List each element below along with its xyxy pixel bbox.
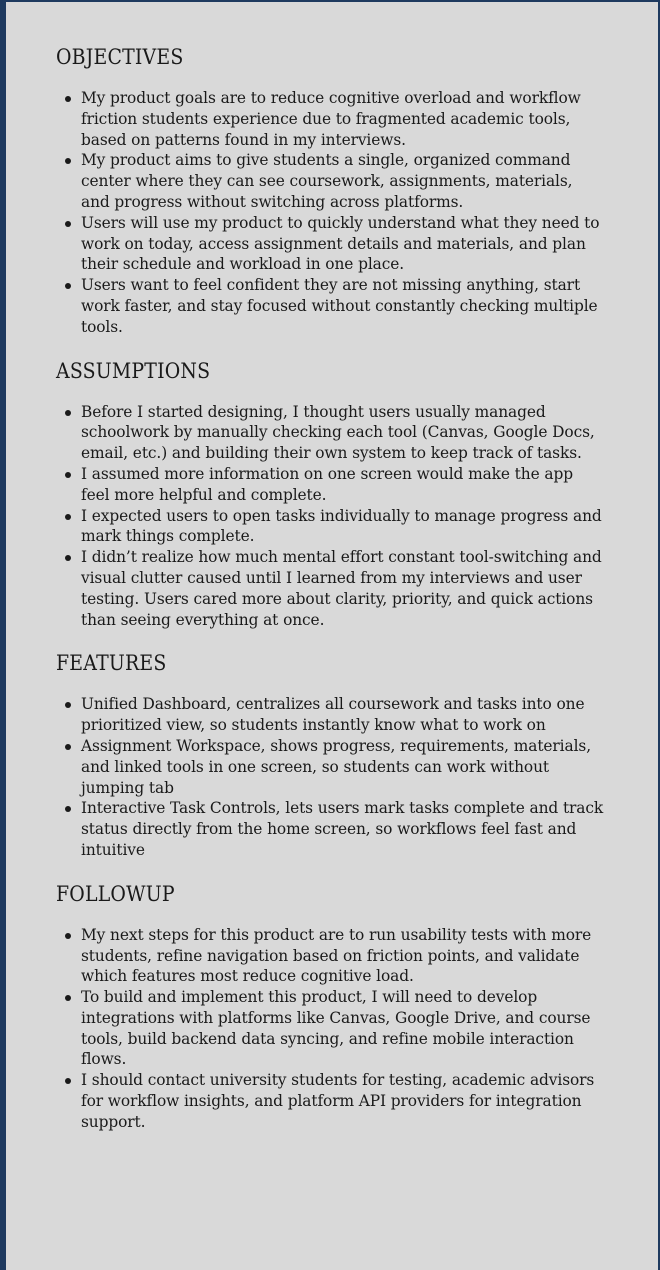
list-item: Unified Dashboard, centralizes all coursework and tasks into one prioritized view, so students instantly know what to work on [81, 694, 604, 736]
list-item: I didn’t realize how much mental effort constant tool-switching and visual clutter caused until I learned from my interviews and user testing. Users cared more about clarity, priority, and quick actions than seeing everything at once. [81, 547, 604, 630]
list-item: Before I started designing, I thought users usually managed schoolwork by manually checking each tool (Canvas, Google Docs, email, etc.) and building their own system to keep track of tasks. [81, 402, 604, 464]
list-item: To build and implement this product, I will need to develop integrations with platforms like Canvas, Google Drive, and course tools, build backend data syncing, and refine mobile interaction flows. [81, 987, 604, 1070]
list-item: My product goals are to reduce cognitive overload and workflow friction students experience due to fragmented academic tools, based on patterns found in my interviews. [81, 88, 604, 150]
bullet-list [56, 925, 604, 1133]
list-item: I expected users to open tasks individually to manage progress and mark things complete. [81, 506, 604, 548]
section-assumptions [56, 358, 604, 631]
bullet-list [56, 694, 604, 860]
list-item: My product aims to give students a single, organized command center where they can see coursework, assignments, materials, and progress without switching across platforms. [81, 150, 604, 212]
bullet-list [56, 88, 604, 338]
list-item: I should contact university students for testing, academic advisors for workflow insights, and platform API providers for integration support. [81, 1070, 604, 1132]
list-item: Users want to feel confident they are not missing anything, start work faster, and stay focused without constantly checking multiple tools. [81, 275, 604, 337]
left-border [0, 0, 6, 1270]
list-item: I assumed more information on one screen would make the app feel more helpful and complete. [81, 464, 604, 506]
section-followup [56, 881, 604, 1133]
section-features [56, 650, 604, 860]
list-item: Users will use my product to quickly understand what they need to work on today, access assignment details and materials, and plan their schedule and workload in one place. [81, 213, 604, 275]
section-title: FOLLOWUP [56, 881, 175, 906]
list-item: Interactive Task Controls, lets users mark tasks complete and track status directly from the home screen, so workflows feel fast and intuitive [81, 799, 604, 859]
list-item: My next steps for this product are to run usability tests with more students, refine navigation based on friction points, and validate which features most reduce cognitive load. [81, 925, 604, 987]
top-border [0, 0, 660, 2]
section-title: OBJECTIVES [56, 45, 184, 69]
document-body [56, 44, 604, 1153]
section-objectives [56, 44, 604, 338]
list-item: Assignment Workspace, shows progress, requirements, materials, and linked tools in one screen, so students can work without jumping tab [81, 736, 604, 798]
bullet-list [56, 402, 604, 631]
section-title: ASSUMPTIONS [56, 358, 211, 383]
section-title: FEATURES [56, 651, 167, 676]
